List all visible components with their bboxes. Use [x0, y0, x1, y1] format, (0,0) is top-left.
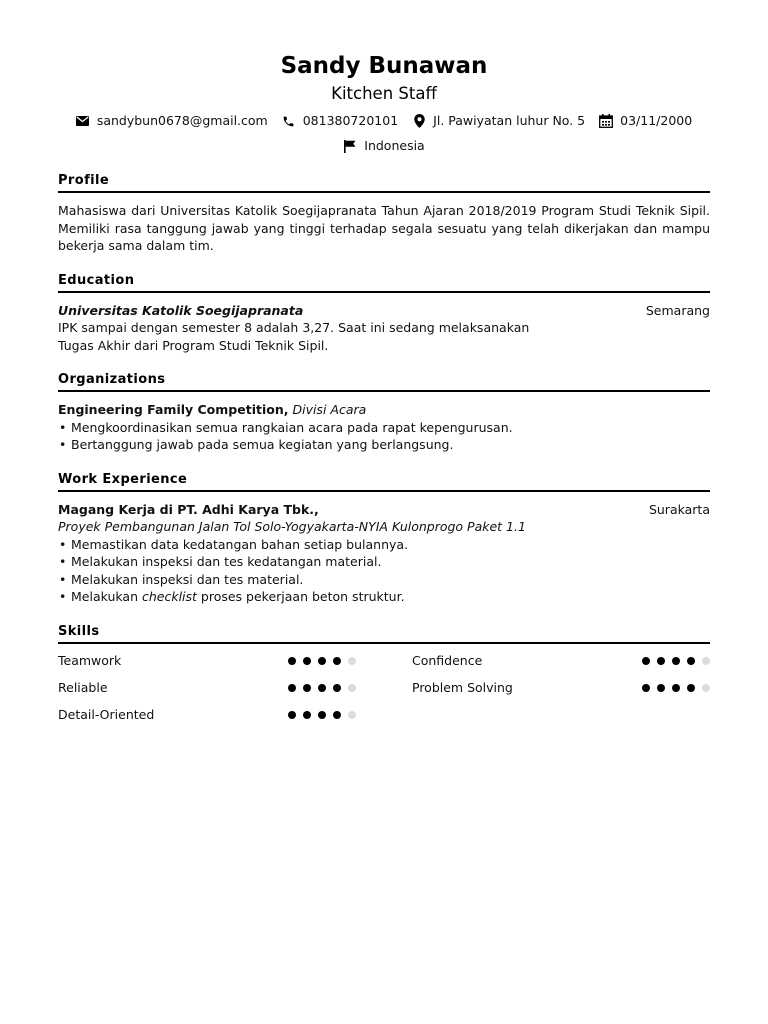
- organization-role: Divisi Acara: [292, 402, 367, 417]
- skills-section: [58, 623, 710, 724]
- rating-dot-filled: [642, 684, 650, 692]
- section-title-profile: Profile: [58, 172, 710, 193]
- work-bullets: [58, 536, 710, 606]
- skill-item: [412, 652, 710, 670]
- skill-name: Detail-Oriented: [58, 707, 155, 722]
- rating-dot-empty: [702, 657, 710, 665]
- work-project: Proyek Pembangunan Jalan Tol Solo-Yogyakarta-NYIA Kulonprogo Paket 1.1: [58, 519, 526, 534]
- calendar-icon: [599, 114, 613, 128]
- list-item: • Melakukan inspeksi dan tes kedatangan material.: [58, 553, 710, 571]
- flag-icon: [343, 139, 357, 153]
- location-pin-icon: [412, 114, 426, 128]
- contact-bar: [58, 112, 710, 130]
- rating-dot-filled: [642, 657, 650, 665]
- birthdate-text: 03/11/2000: [620, 113, 693, 128]
- rating-dot-filled: [672, 684, 680, 692]
- skill-name: Confidence: [412, 653, 483, 668]
- skill-name: Reliable: [58, 680, 108, 695]
- education-location: Semarang: [645, 302, 710, 318]
- contact-address: [412, 112, 585, 130]
- contact-phone: [282, 112, 398, 130]
- skill-rating: [288, 684, 356, 692]
- candidate-name: Sandy Bunawan: [280, 53, 488, 79]
- skill-item: [58, 652, 356, 670]
- contact-birthdate: [599, 112, 692, 130]
- address-text: Jl. Pawiyatan luhur No. 5: [433, 113, 586, 128]
- rating-dot-filled: [333, 684, 341, 692]
- email-text: sandybun0678@gmail.com: [96, 113, 268, 128]
- education-description: IPK sampai dengan semester 8 adalah 3,27. Saat ini sedang melaksanakan Tugas Akhir dari Program Studi Teknik Sipil.: [58, 320, 530, 353]
- skill-rating: [288, 711, 356, 719]
- organization-bullets: [58, 419, 710, 454]
- rating-dot-filled: [657, 657, 665, 665]
- rating-dot-filled: [657, 684, 665, 692]
- section-title-education: Education: [58, 272, 710, 293]
- profile-section: [58, 172, 710, 255]
- list-item: [58, 588, 710, 606]
- skill-rating: [288, 657, 356, 665]
- rating-dot-filled: [288, 657, 296, 665]
- rating-dot-empty: [702, 684, 710, 692]
- rating-dot-filled: [333, 711, 341, 719]
- contact-email: [76, 112, 268, 130]
- skill-item: [58, 679, 356, 697]
- list-item: • Melakukan inspeksi dan tes material.: [58, 571, 710, 589]
- rating-dot-filled: [318, 657, 326, 665]
- envelope-icon: [76, 114, 90, 128]
- rating-dot-empty: [348, 657, 356, 665]
- skill-rating: [642, 657, 710, 665]
- skill-name: Teamwork: [58, 653, 122, 668]
- work-position: Magang Kerja di PT. Adhi Karya Tbk.,: [58, 501, 319, 517]
- skill-rating: [642, 684, 710, 692]
- rating-dot-empty: [348, 711, 356, 719]
- work-location: Surakarta: [648, 501, 710, 517]
- list-item: • Memastikan data kedatangan bahan setiap bulannya.: [58, 536, 710, 554]
- organization-name: Engineering Family Competition,: [58, 402, 289, 417]
- organizations-section: [58, 371, 710, 454]
- rating-dot-filled: [303, 711, 311, 719]
- section-title-organizations: Organizations: [58, 371, 710, 392]
- skill-item: [58, 706, 356, 724]
- phone-text: 081380720101: [302, 113, 399, 128]
- work-section: [58, 471, 710, 606]
- rating-dot-filled: [687, 684, 695, 692]
- job-title: Kitchen Staff: [331, 84, 437, 103]
- section-title-skills: Skills: [58, 623, 710, 644]
- profile-text: Mahasiswa dari Universitas Katolik Soegijapranata Tahun Ajaran 2018/2019 Program Studi Teknik Sipil. Memiliki rasa tanggung jawab yang tinggi terhadap segala sesuatu yang telah dikerjakan dan mampu bekerja sama dalam tim.: [58, 203, 710, 253]
- list-item: • Bertanggung jawab pada semua kegiatan yang berlangsung.: [58, 436, 710, 454]
- contact-bar-row2: [58, 137, 710, 155]
- rating-dot-filled: [687, 657, 695, 665]
- bullet-emphasis: checklist: [141, 589, 197, 604]
- bullet-prefix: Melakukan: [71, 589, 142, 604]
- bullet-suffix: proses pekerjaan beton struktur.: [196, 589, 405, 604]
- rating-dot-filled: [318, 684, 326, 692]
- skill-item: [412, 679, 710, 697]
- education-section: [58, 272, 710, 355]
- rating-dot-filled: [303, 684, 311, 692]
- rating-dot-empty: [348, 684, 356, 692]
- skill-name: Problem Solving: [412, 680, 513, 695]
- rating-dot-filled: [288, 711, 296, 719]
- rating-dot-filled: [303, 657, 311, 665]
- rating-dot-filled: [333, 657, 341, 665]
- list-item: • Mengkoordinasikan semua rangkaian acara pada rapat kepengurusan.: [58, 419, 710, 437]
- phone-icon: [282, 114, 296, 128]
- skills-grid: [58, 652, 710, 724]
- section-title-work: Work Experience: [58, 471, 710, 492]
- rating-dot-filled: [672, 657, 680, 665]
- country-text: Indonesia: [364, 138, 425, 153]
- rating-dot-filled: [288, 684, 296, 692]
- rating-dot-filled: [318, 711, 326, 719]
- contact-country: [343, 137, 424, 155]
- education-institution: Universitas Katolik Soegijapranata: [58, 302, 304, 318]
